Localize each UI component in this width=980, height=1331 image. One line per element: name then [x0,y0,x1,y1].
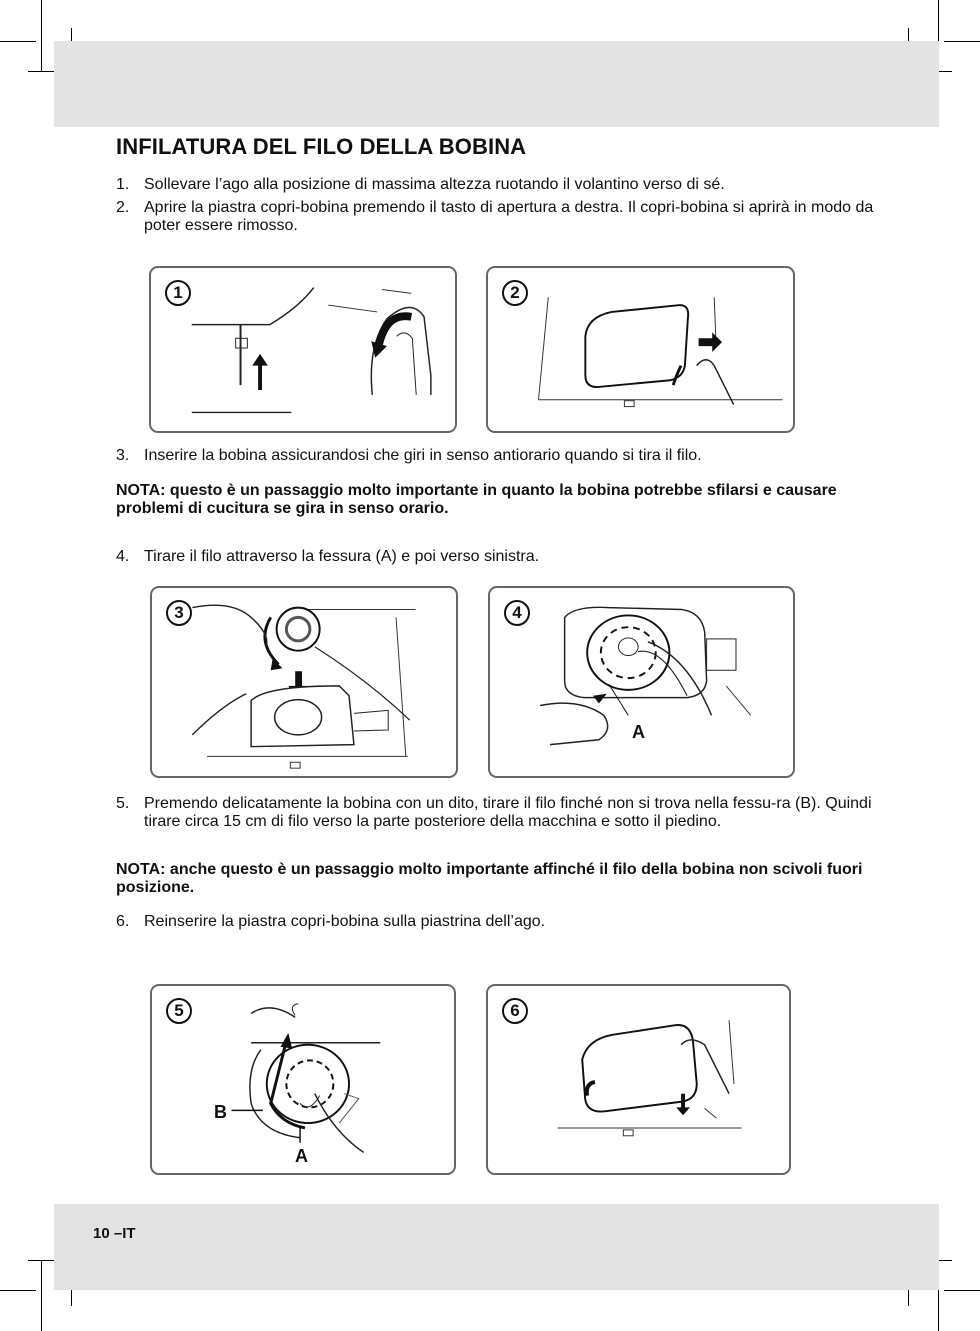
footer-band [54,1204,939,1290]
step-number: 5. [116,795,130,812]
step-number: 6. [116,913,130,930]
bobbin-insert-illustration [152,588,456,776]
note-counterclockwise: NOTA: questo è un passaggio molto importante in quanto la bobina potrebbe sfilarsi e causare problemi di cucitura se gira in senso orario. [116,482,837,517]
step-number: 3. [116,447,130,464]
step-text: Tirare il filo attraverso la fessura (A) e poi verso sinistra. [144,548,540,565]
figure-badge: 3 [166,600,192,626]
crop-mark [0,41,36,42]
crop-mark [28,71,54,72]
cover-plate-illustration [488,268,793,431]
step-number: 4. [116,548,130,565]
figure-badge: 4 [504,600,530,626]
page-number: 10 –IT [93,1225,136,1242]
figure-badge: 2 [502,280,528,306]
header-band [54,41,939,127]
figure-1-raise-needle [149,266,457,433]
needle-illustration [151,268,455,431]
figure-3-insert-bobbin [150,586,458,778]
figure-5-thread-slot-b [150,984,456,1175]
step-1 [116,176,876,194]
bobbin-case-illustration [490,588,793,776]
figure-badge: 5 [166,998,192,1024]
step-text: Inserire la bobina assicurandosi che giri in senso antiorario quando si tira il filo. [144,447,702,464]
crop-mark [0,1290,36,1291]
figure-2-open-cover [486,266,795,433]
step-5 [116,795,876,831]
step-number: 2. [116,199,130,216]
figure-6-replace-cover [486,984,791,1175]
crop-mark [944,41,980,42]
figure-badge: 1 [165,280,191,306]
slot-b-label: B [214,1102,227,1122]
page-title: INFILATURA DEL FILO DELLA BOBINA [116,134,527,159]
step-text: Reinserire la piastra copri-bobina sulla piastrina dell’ago. [144,913,546,930]
figure-badge: 6 [502,998,528,1024]
step-text: Aprire la piastra copri-bobina premendo il tasto di apertura a destra. Il copri-bobina si aprirà in modo da poter essere rimosso. [144,199,874,234]
crop-mark [944,1290,980,1291]
step-number: 1. [116,176,130,193]
figure-4-thread-slot-a [488,586,795,778]
step-3 [116,447,876,465]
cover-replace-illustration [488,986,789,1173]
step-text: Premendo delicatamente la bobina con un dito, tirare il filo finché non si trova nella fessu-ra (B). Quindi tirare circa 15 cm di filo verso la parte posteriore della macchina e sotto il piedino. [144,795,872,830]
note-thread-position: NOTA: anche questo è un passaggio molto importante affinché il filo della bobina non scivoli fuori posizione. [116,861,863,896]
bobbin-pull-thread-illustration [152,986,454,1173]
slot-a-label: A [632,722,645,742]
slot-a-label: A [295,1146,308,1166]
crop-mark [28,1260,54,1261]
step-6 [116,913,876,931]
crop-mark [41,0,42,72]
crop-mark [41,1260,42,1331]
step-2 [116,199,876,235]
step-4 [116,548,876,566]
step-text: Sollevare l’ago alla posizione di massima altezza ruotando il volantino verso di sé. [144,176,725,193]
